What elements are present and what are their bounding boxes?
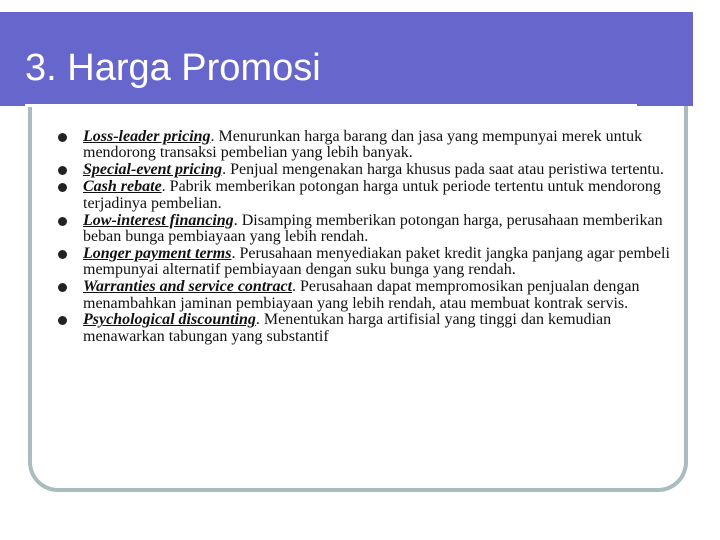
item-term-punct: . (292, 278, 297, 296)
item-description: Perusahaan dapat mempromosikan penjualan dengan menambahkan jaminan pembiayaan yang lebih rendah, atau membuat kontrak servis. (83, 278, 640, 312)
item-description: Disamping memberikan potongan harga, perusahaan memberikan beban bunga pembiayaan yang lebih rendah. (83, 211, 663, 245)
list-item (58, 162, 678, 178)
list-item (58, 279, 678, 312)
item-description: Menentukan harga artifisial yang tinggi dan kemudian menawarkan tabungan yang substantif (83, 311, 612, 345)
item-term-punct: . (233, 211, 238, 229)
bullet-dot-icon (58, 133, 67, 142)
title-underline (25, 104, 637, 107)
item-description: Perusahaan menyediakan paket kredit jangka panjang agar pembeli mempunyai alternatif pembiayaan dengan suku bunga yang rendah. (83, 244, 670, 279)
item-term-punct: . (210, 128, 215, 145)
bullet-dot-icon (58, 166, 67, 175)
bullet-dot-icon (58, 183, 67, 192)
item-term-punct: . (161, 178, 166, 196)
bullet-list (58, 129, 678, 346)
list-item (58, 213, 678, 246)
list-item (58, 129, 678, 162)
item-description: Penjual mengenakan harga khusus pada saat atau peristiwa tertentu. (226, 161, 664, 179)
item-description: Pabrik memberikan potongan harga untuk periode tertentu untuk mendorong terjadinya pembelian. (83, 178, 661, 212)
list-item (58, 179, 678, 212)
item-term-punct: . (231, 244, 236, 262)
list-item (58, 246, 678, 279)
title-bar-corner (693, 12, 720, 106)
slide-title: 3. Harga Promosi (25, 47, 321, 89)
item-term: Low-interest financing (83, 211, 234, 229)
item-term: Psychological discounting (83, 311, 256, 329)
item-term: Cash rebate (83, 178, 162, 196)
item-description: Menurunkan harga barang dan jasa yang mempunyai merek untuk mendorong transaksi pembelian yang lebih banyak. (83, 128, 643, 162)
item-term: Longer payment terms (83, 244, 232, 262)
item-term: Loss-leader pricing (83, 128, 211, 145)
item-term-punct: . (255, 311, 260, 329)
item-term: Warranties and service contract (83, 278, 293, 296)
bullet-dot-icon (58, 316, 67, 325)
item-term-punct: . (222, 161, 227, 179)
item-term: Special-event pricing (83, 161, 223, 179)
title-bar (0, 12, 720, 106)
list-item (58, 312, 678, 345)
bullet-dot-icon (58, 250, 67, 259)
bullet-dot-icon (58, 217, 67, 226)
bullet-dot-icon (58, 283, 67, 292)
